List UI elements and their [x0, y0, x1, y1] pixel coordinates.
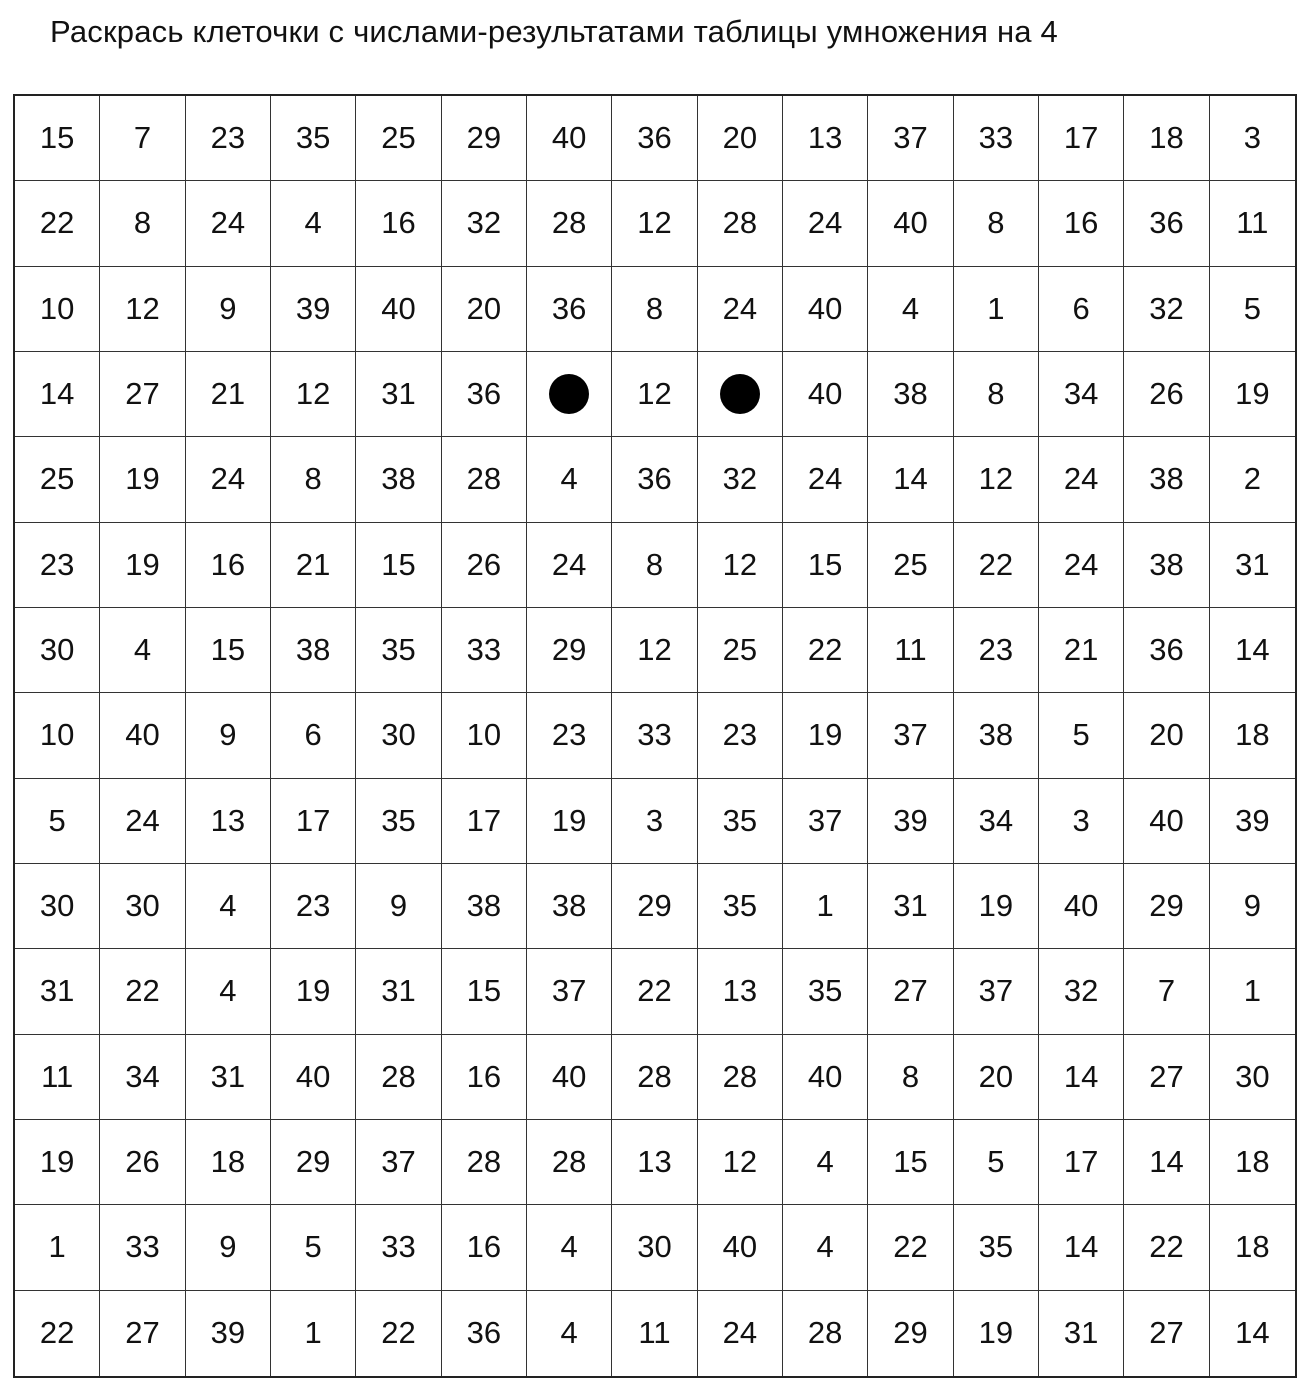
grid-cell[interactable]: 12 — [698, 523, 783, 608]
grid-cell[interactable]: 40 — [271, 1035, 356, 1120]
grid-cell[interactable]: 1 — [15, 1205, 100, 1290]
grid-cell[interactable]: 31 — [356, 352, 441, 437]
grid-cell[interactable]: 4 — [783, 1205, 868, 1290]
grid-cell[interactable]: 40 — [356, 267, 441, 352]
grid-cell[interactable]: 37 — [954, 949, 1039, 1034]
grid-cell[interactable]: 32 — [1039, 949, 1124, 1034]
grid-cell[interactable]: 40 — [1039, 864, 1124, 949]
grid-cell[interactable]: 38 — [868, 352, 953, 437]
grid-cell[interactable]: 10 — [442, 693, 527, 778]
grid-cell[interactable]: 4 — [186, 864, 271, 949]
grid-cell[interactable]: 27 — [868, 949, 953, 1034]
grid-cell[interactable]: 36 — [442, 1291, 527, 1376]
grid-cell[interactable]: 31 — [868, 864, 953, 949]
grid-cell[interactable]: 16 — [356, 181, 441, 266]
grid-cell[interactable]: 28 — [527, 181, 612, 266]
grid-cell[interactable]: 18 — [1210, 1120, 1295, 1205]
grid-cell[interactable]: 21 — [1039, 608, 1124, 693]
grid-cell[interactable]: 29 — [612, 864, 697, 949]
grid-cell[interactable]: 35 — [271, 96, 356, 181]
grid-cell[interactable]: 14 — [1039, 1205, 1124, 1290]
grid-cell[interactable]: 40 — [868, 181, 953, 266]
grid-cell[interactable]: 20 — [1124, 693, 1209, 778]
grid-cell[interactable]: 1 — [954, 267, 1039, 352]
grid-cell[interactable]: 29 — [1124, 864, 1209, 949]
grid-cell[interactable]: 5 — [1039, 693, 1124, 778]
grid-cell[interactable]: 21 — [186, 352, 271, 437]
grid-cell[interactable]: 24 — [186, 437, 271, 522]
grid-cell[interactable]: 22 — [954, 523, 1039, 608]
number-grid — [13, 94, 1297, 1378]
grid-cell[interactable]: 38 — [271, 608, 356, 693]
grid-cell[interactable]: 39 — [1210, 779, 1295, 864]
grid-cell[interactable]: 28 — [442, 1120, 527, 1205]
grid-cell[interactable]: 40 — [527, 1035, 612, 1120]
grid-cell[interactable]: 25 — [356, 96, 441, 181]
grid-cell[interactable]: 26 — [100, 1120, 185, 1205]
grid-cell[interactable]: 19 — [271, 949, 356, 1034]
grid-cell[interactable]: 14 — [1210, 1291, 1295, 1376]
grid-cell[interactable]: 11 — [612, 1291, 697, 1376]
grid-cell[interactable]: 7 — [100, 96, 185, 181]
grid-cell[interactable]: 19 — [954, 864, 1039, 949]
grid-cell[interactable]: 28 — [698, 1035, 783, 1120]
grid-cell[interactable]: 34 — [954, 779, 1039, 864]
grid-cell[interactable]: 18 — [1210, 1205, 1295, 1290]
grid-cell[interactable]: 13 — [612, 1120, 697, 1205]
grid-cell[interactable]: 12 — [612, 608, 697, 693]
grid-cell[interactable]: 7 — [1124, 949, 1209, 1034]
grid-cell[interactable]: 23 — [954, 608, 1039, 693]
grid-cell[interactable]: 14 — [1124, 1120, 1209, 1205]
grid-cell[interactable]: 34 — [100, 1035, 185, 1120]
grid-cell[interactable]: 22 — [356, 1291, 441, 1376]
eye-dot-icon — [720, 374, 760, 414]
grid-cell[interactable]: 28 — [612, 1035, 697, 1120]
grid-cell[interactable]: 3 — [1039, 779, 1124, 864]
grid-cell[interactable]: 14 — [15, 352, 100, 437]
grid-cell[interactable]: 24 — [698, 267, 783, 352]
grid-cell[interactable]: 31 — [15, 949, 100, 1034]
grid-cell[interactable]: 13 — [698, 949, 783, 1034]
grid-cell[interactable]: 4 — [527, 1291, 612, 1376]
grid-cell[interactable]: 40 — [1124, 779, 1209, 864]
grid-cell[interactable]: 40 — [783, 267, 868, 352]
grid-cell[interactable]: 27 — [100, 1291, 185, 1376]
grid-cell[interactable]: 1 — [271, 1291, 356, 1376]
grid-cell[interactable]: 38 — [1124, 523, 1209, 608]
grid-cell[interactable]: 38 — [527, 864, 612, 949]
grid-cell[interactable]: 37 — [356, 1120, 441, 1205]
grid-cell[interactable]: 30 — [15, 608, 100, 693]
grid-cell[interactable]: 8 — [954, 181, 1039, 266]
grid-cell[interactable]: 30 — [356, 693, 441, 778]
eye-dot-icon — [549, 374, 589, 414]
grid-cell[interactable]: 28 — [527, 1120, 612, 1205]
grid-cell[interactable]: 13 — [783, 96, 868, 181]
grid-cell[interactable]: 8 — [954, 352, 1039, 437]
grid-cell[interactable]: 22 — [868, 1205, 953, 1290]
grid-cell[interactable]: 30 — [15, 864, 100, 949]
grid-cell[interactable]: 24 — [1039, 437, 1124, 522]
grid-cell[interactable]: 4 — [527, 1205, 612, 1290]
grid-cell[interactable]: 5 — [271, 1205, 356, 1290]
grid-cell[interactable]: 38 — [954, 693, 1039, 778]
grid-cell[interactable]: 28 — [356, 1035, 441, 1120]
grid-cell[interactable]: 16 — [186, 523, 271, 608]
grid-cell[interactable]: 35 — [698, 779, 783, 864]
grid-cell[interactable]: 37 — [868, 96, 953, 181]
grid-cell[interactable]: 19 — [100, 437, 185, 522]
grid-cell[interactable]: 19 — [1210, 352, 1295, 437]
grid-cell[interactable]: 12 — [954, 437, 1039, 522]
grid-cell[interactable]: 18 — [1210, 693, 1295, 778]
grid-cell[interactable]: 36 — [442, 352, 527, 437]
grid-cell[interactable]: 40 — [783, 352, 868, 437]
grid-cell[interactable]: 15 — [442, 949, 527, 1034]
grid-cell[interactable]: 22 — [15, 1291, 100, 1376]
grid-cell[interactable]: 37 — [783, 779, 868, 864]
grid-cell[interactable]: 22 — [783, 608, 868, 693]
grid-cell[interactable]: 12 — [698, 1120, 783, 1205]
grid-cell[interactable]: 9 — [356, 864, 441, 949]
grid-cell[interactable]: 23 — [186, 96, 271, 181]
grid-cell[interactable]: 12 — [612, 352, 697, 437]
grid-cell[interactable]: 17 — [1039, 96, 1124, 181]
grid-cell[interactable]: 13 — [186, 779, 271, 864]
grid-cell[interactable]: 35 — [698, 864, 783, 949]
grid-cell[interactable]: 8 — [868, 1035, 953, 1120]
grid-cell[interactable]: 29 — [527, 608, 612, 693]
grid-cell[interactable]: 40 — [698, 1205, 783, 1290]
grid-cell[interactable]: 36 — [1124, 181, 1209, 266]
grid-cell[interactable]: 40 — [100, 693, 185, 778]
grid-cell[interactable]: 24 — [186, 181, 271, 266]
grid-cell[interactable]: 22 — [15, 181, 100, 266]
grid-cell[interactable]: 5 — [954, 1120, 1039, 1205]
grid-cell[interactable]: 28 — [783, 1291, 868, 1376]
grid-cell[interactable]: 23 — [271, 864, 356, 949]
grid-cell[interactable]: 15 — [356, 523, 441, 608]
grid-cell[interactable]: 31 — [356, 949, 441, 1034]
grid-cell[interactable]: 4 — [868, 267, 953, 352]
grid-cell[interactable]: 29 — [271, 1120, 356, 1205]
grid-cell[interactable]: 29 — [868, 1291, 953, 1376]
grid-cell[interactable]: 19 — [954, 1291, 1039, 1376]
grid-cell[interactable]: 36 — [612, 96, 697, 181]
grid-cell[interactable]: 40 — [783, 1035, 868, 1120]
grid-cell[interactable]: 31 — [1210, 523, 1295, 608]
grid-cell[interactable]: 33 — [442, 608, 527, 693]
grid-cell[interactable]: 33 — [100, 1205, 185, 1290]
grid-cell[interactable]: 33 — [356, 1205, 441, 1290]
grid-cell[interactable]: 25 — [868, 523, 953, 608]
grid-cell[interactable]: 1 — [783, 864, 868, 949]
grid-cell[interactable]: 38 — [1124, 437, 1209, 522]
grid-cell[interactable]: 24 — [100, 779, 185, 864]
grid-cell[interactable]: 4 — [186, 949, 271, 1034]
grid-cell[interactable] — [527, 352, 612, 437]
grid-cell[interactable]: 5 — [1210, 267, 1295, 352]
grid-cell[interactable]: 24 — [783, 181, 868, 266]
grid-cell[interactable]: 38 — [442, 864, 527, 949]
grid-cell[interactable]: 26 — [1124, 352, 1209, 437]
grid-cell[interactable]: 12 — [100, 267, 185, 352]
grid-cell[interactable]: 28 — [698, 181, 783, 266]
grid-cell[interactable]: 19 — [15, 1120, 100, 1205]
grid-cell[interactable]: 37 — [527, 949, 612, 1034]
grid-cell[interactable]: 6 — [1039, 267, 1124, 352]
grid-cell[interactable]: 11 — [15, 1035, 100, 1120]
grid-cell[interactable]: 8 — [612, 267, 697, 352]
grid-cell[interactable]: 37 — [868, 693, 953, 778]
grid-cell[interactable] — [698, 352, 783, 437]
grid-cell[interactable]: 25 — [15, 437, 100, 522]
grid-cell[interactable]: 15 — [186, 608, 271, 693]
grid-cell[interactable]: 3 — [1210, 96, 1295, 181]
grid-cell[interactable]: 12 — [271, 352, 356, 437]
grid-cell[interactable]: 24 — [698, 1291, 783, 1376]
grid-cell[interactable]: 20 — [954, 1035, 1039, 1120]
grid-cell[interactable]: 20 — [698, 96, 783, 181]
page-title: Раскрась клеточки с числами-результатами таблицы умножения на 4 — [50, 14, 1058, 49]
grid-cell[interactable]: 12 — [612, 181, 697, 266]
grid-cell[interactable]: 36 — [1124, 608, 1209, 693]
grid-cell[interactable]: 4 — [271, 181, 356, 266]
grid-cell[interactable]: 30 — [1210, 1035, 1295, 1120]
grid-cell[interactable]: 39 — [868, 779, 953, 864]
grid-cell[interactable]: 9 — [186, 267, 271, 352]
grid-cell[interactable]: 11 — [1210, 181, 1295, 266]
grid-cell[interactable]: 19 — [100, 523, 185, 608]
grid-cell[interactable]: 2 — [1210, 437, 1295, 522]
grid-cell[interactable]: 18 — [1124, 96, 1209, 181]
grid-cell[interactable]: 15 — [15, 96, 100, 181]
grid-cell[interactable]: 32 — [698, 437, 783, 522]
grid-cell[interactable]: 9 — [186, 1205, 271, 1290]
grid-cell[interactable]: 9 — [186, 693, 271, 778]
grid-cell[interactable]: 16 — [442, 1205, 527, 1290]
grid-cell[interactable]: 14 — [868, 437, 953, 522]
grid-cell[interactable]: 1 — [1210, 949, 1295, 1034]
grid-cell[interactable]: 30 — [612, 1205, 697, 1290]
grid-cell[interactable]: 23 — [527, 693, 612, 778]
grid-cell[interactable]: 36 — [612, 437, 697, 522]
grid-cell[interactable]: 8 — [100, 181, 185, 266]
grid-cell[interactable]: 27 — [1124, 1291, 1209, 1376]
grid-cell[interactable]: 17 — [271, 779, 356, 864]
grid-cell[interactable]: 40 — [527, 96, 612, 181]
grid-cell[interactable]: 11 — [868, 608, 953, 693]
grid-cell[interactable]: 8 — [612, 523, 697, 608]
grid-cell[interactable]: 4 — [783, 1120, 868, 1205]
grid-cell[interactable]: 16 — [1039, 181, 1124, 266]
grid-cell[interactable]: 19 — [527, 779, 612, 864]
grid-cell[interactable]: 29 — [442, 96, 527, 181]
grid-cell[interactable]: 4 — [527, 437, 612, 522]
grid-cell[interactable]: 15 — [868, 1120, 953, 1205]
grid-cell[interactable]: 4 — [100, 608, 185, 693]
grid-cell[interactable]: 6 — [271, 693, 356, 778]
grid-cell[interactable]: 34 — [1039, 352, 1124, 437]
grid-cell[interactable]: 22 — [612, 949, 697, 1034]
grid-cell[interactable]: 17 — [1039, 1120, 1124, 1205]
grid-cell[interactable]: 23 — [698, 693, 783, 778]
grid-cell[interactable]: 14 — [1039, 1035, 1124, 1120]
grid-cell[interactable]: 22 — [100, 949, 185, 1034]
grid-cell[interactable]: 30 — [100, 864, 185, 949]
grid-cell[interactable]: 8 — [271, 437, 356, 522]
grid-cell[interactable]: 39 — [271, 267, 356, 352]
grid-cell[interactable]: 39 — [186, 1291, 271, 1376]
grid-cell[interactable]: 24 — [1039, 523, 1124, 608]
grid-cell[interactable]: 24 — [527, 523, 612, 608]
grid-cell[interactable]: 31 — [186, 1035, 271, 1120]
grid-cell[interactable]: 18 — [186, 1120, 271, 1205]
grid-cell[interactable]: 28 — [442, 437, 527, 522]
grid-cell[interactable]: 10 — [15, 693, 100, 778]
grid-cell[interactable]: 10 — [15, 267, 100, 352]
grid-cell[interactable]: 38 — [356, 437, 441, 522]
grid-cell[interactable]: 5 — [15, 779, 100, 864]
grid-cell[interactable]: 25 — [698, 608, 783, 693]
grid-cell[interactable]: 27 — [100, 352, 185, 437]
grid-cell[interactable]: 17 — [442, 779, 527, 864]
grid-cell[interactable]: 15 — [783, 523, 868, 608]
grid-cell[interactable]: 27 — [1124, 1035, 1209, 1120]
grid-cell[interactable]: 16 — [442, 1035, 527, 1120]
grid-cell[interactable]: 32 — [442, 181, 527, 266]
grid-cell[interactable]: 35 — [954, 1205, 1039, 1290]
grid-cell[interactable]: 24 — [783, 437, 868, 522]
grid-cell[interactable]: 35 — [783, 949, 868, 1034]
grid-cell[interactable]: 26 — [442, 523, 527, 608]
grid-cell[interactable]: 31 — [1039, 1291, 1124, 1376]
grid-cell[interactable]: 19 — [783, 693, 868, 778]
grid-cell[interactable]: 35 — [356, 608, 441, 693]
grid-cell[interactable]: 33 — [954, 96, 1039, 181]
grid-cell[interactable]: 20 — [442, 267, 527, 352]
grid-cell[interactable]: 22 — [1124, 1205, 1209, 1290]
grid-cell[interactable]: 23 — [15, 523, 100, 608]
grid-cell[interactable]: 33 — [612, 693, 697, 778]
grid-cell[interactable]: 36 — [527, 267, 612, 352]
grid-cell[interactable]: 35 — [356, 779, 441, 864]
grid-cell[interactable]: 14 — [1210, 608, 1295, 693]
grid-cell[interactable]: 9 — [1210, 864, 1295, 949]
grid-cell[interactable]: 3 — [612, 779, 697, 864]
grid-cell[interactable]: 21 — [271, 523, 356, 608]
grid-cell[interactable]: 32 — [1124, 267, 1209, 352]
